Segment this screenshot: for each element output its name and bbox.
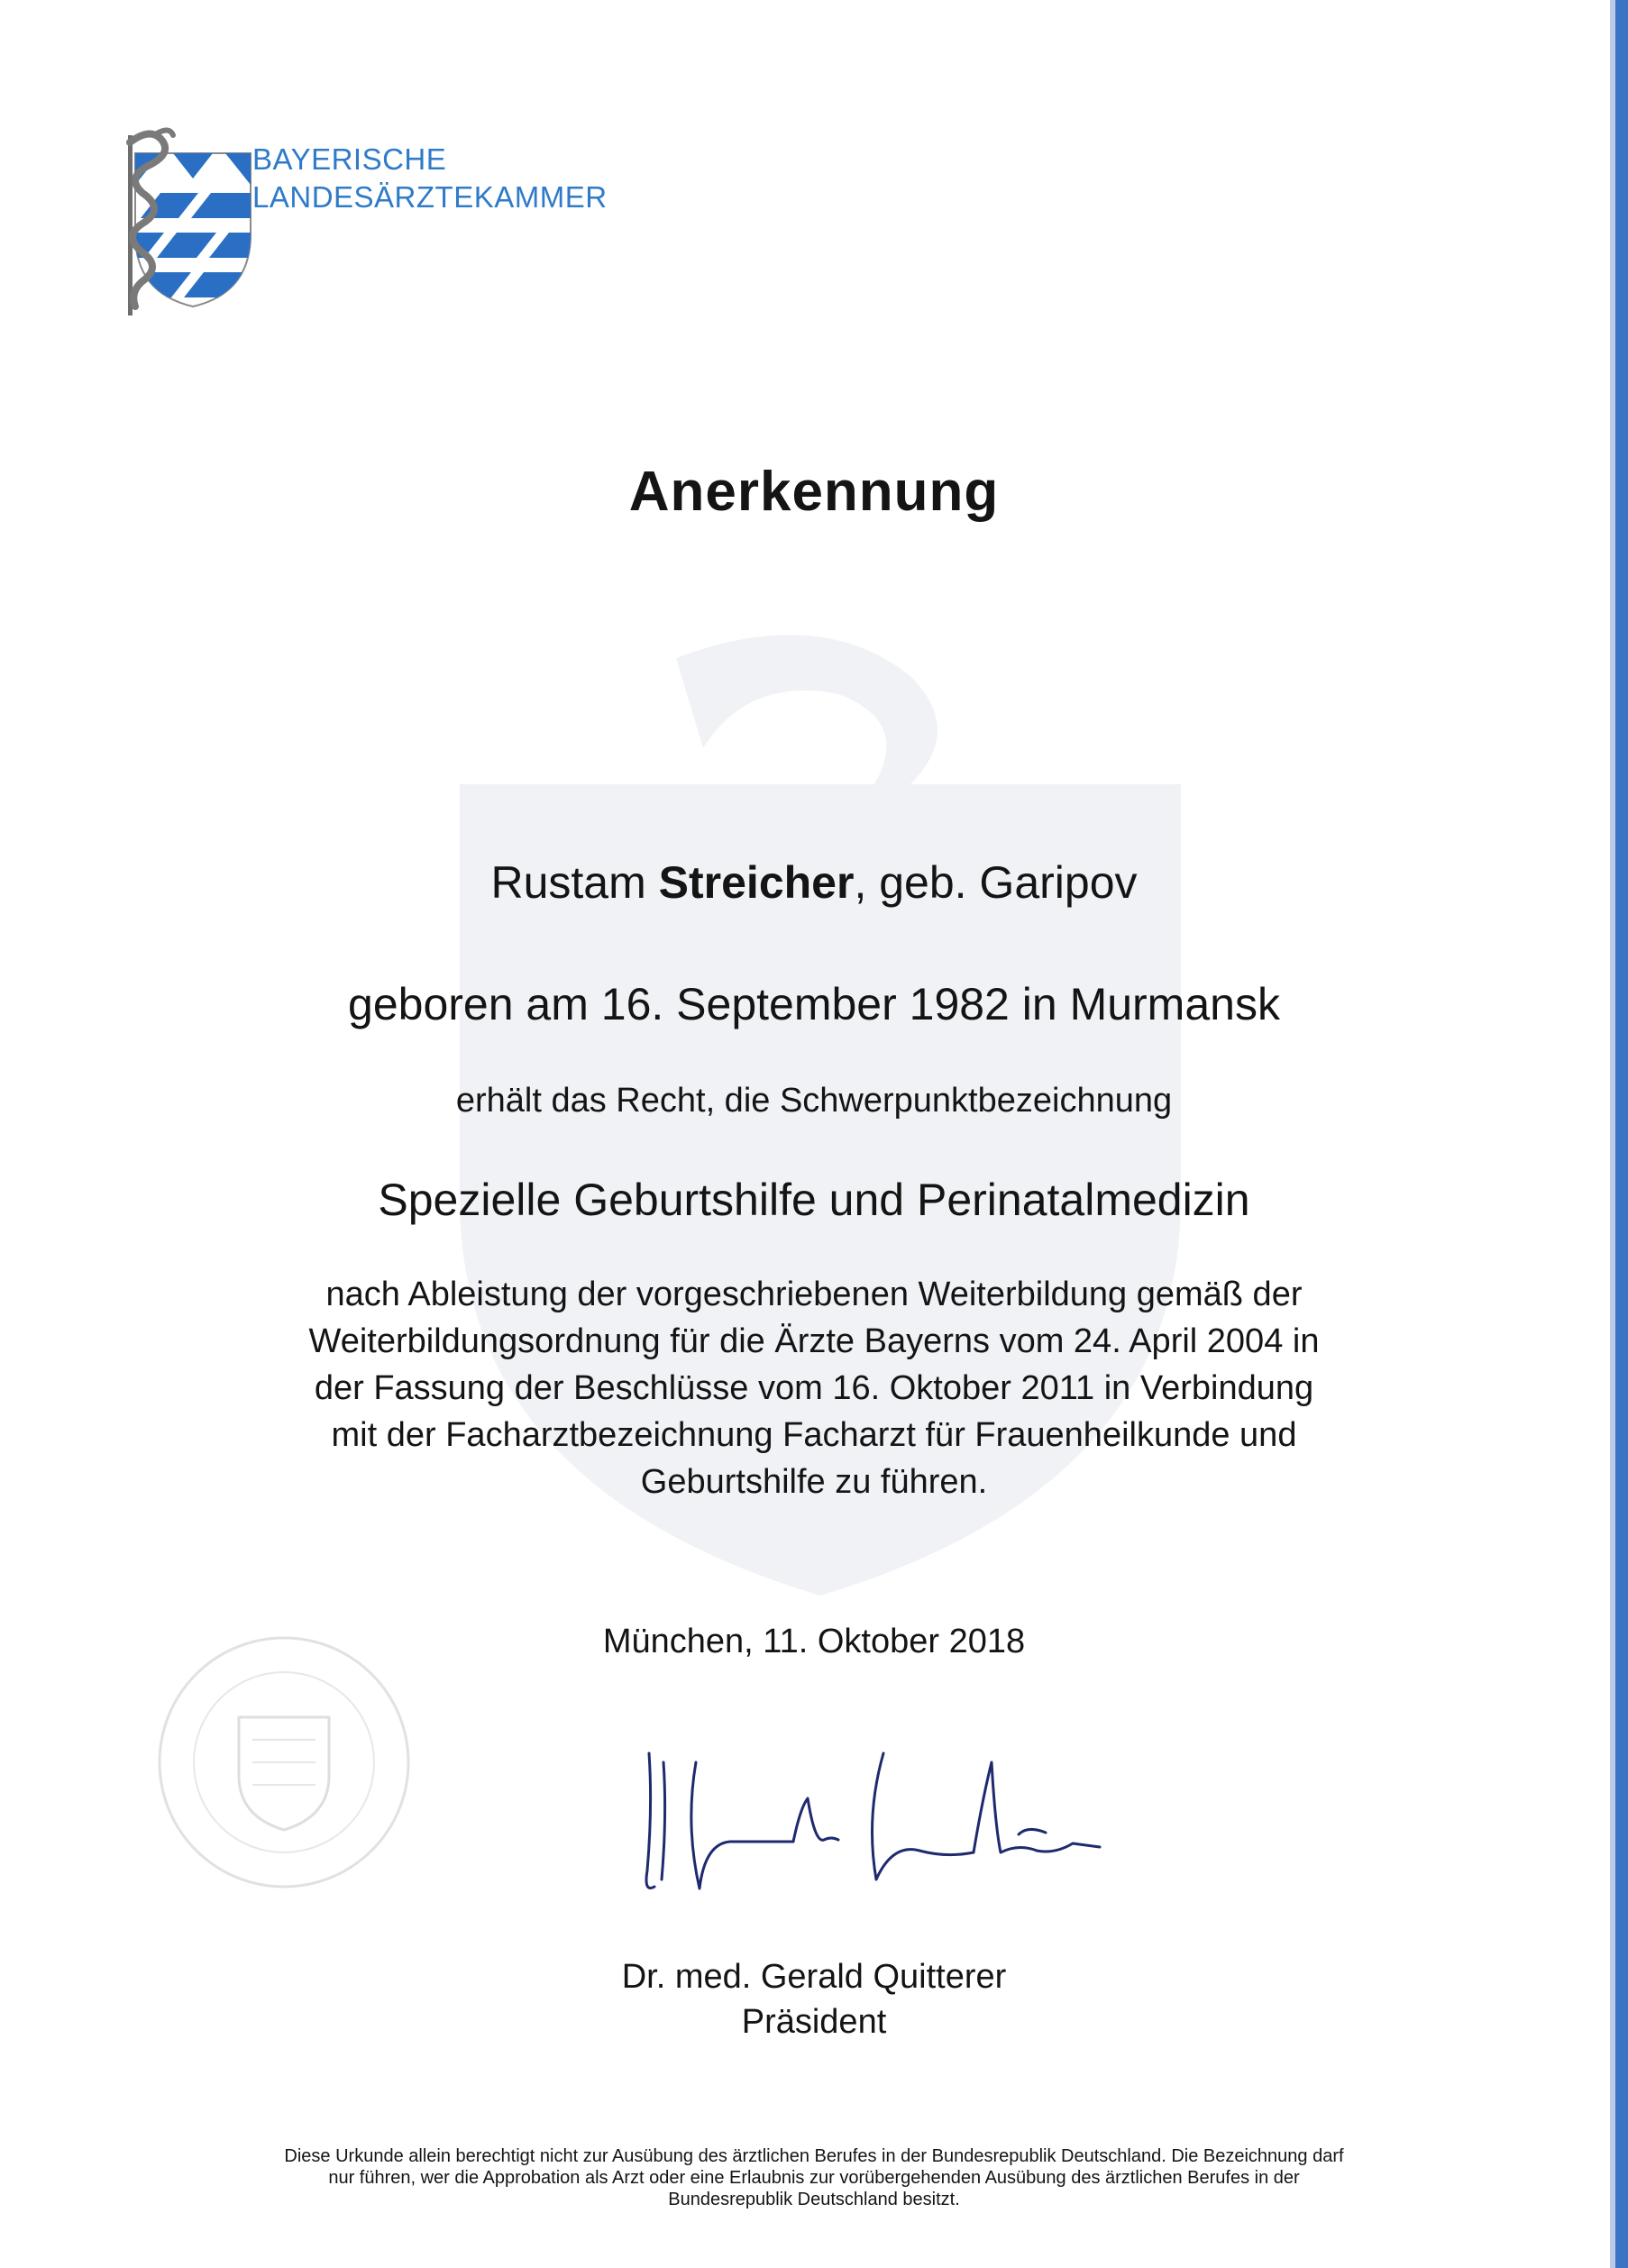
certificate-title: Anerkennung <box>628 461 1000 523</box>
logo-text <box>252 141 608 216</box>
right-intro: erhält das Recht, die Schwerpunktbezeichnung <box>455 1082 1173 1120</box>
body-line: Weiterbildungsordnung für die Ärzte Bayerns vom 24. April 2004 in <box>308 1322 1320 1360</box>
certificate-body <box>180 1271 1448 1505</box>
logo <box>115 117 620 316</box>
body-line: nach Ableistung der vorgeschriebenen Weiterbildung gemäß der <box>325 1276 1303 1313</box>
signature-icon <box>622 1735 1127 1907</box>
place-date: München, 11. Oktober 2018 <box>602 1623 1026 1660</box>
scan-edge-blue <box>1615 0 1628 2268</box>
footer-line: nur führen, wer die Approbation als Arzt oder eine Erlaubnis zur vorübergehenden Ausübung des ärztlichen Berufes in der <box>328 2168 1300 2188</box>
specialty-name: Spezielle Geburtshilfe und Perinatalmedizin <box>378 1175 1250 1225</box>
recipient-last-name: Streicher <box>658 857 855 908</box>
logo-line-1: BAYERISCHE <box>252 142 447 176</box>
recipient-first-name: Rustam <box>490 857 646 908</box>
body-line: der Fassung der Beschlüsse vom 16. Oktober 2011 in Verbindung <box>314 1369 1314 1407</box>
body-line: mit der Facharztbezeichnung Facharzt für Frauenheilkunde und <box>331 1416 1297 1454</box>
body-line: Geburtshilfe zu führen. <box>640 1463 988 1501</box>
recipient-name <box>0 856 1628 909</box>
logo-line-2: LANDESÄRZTEKAMMER <box>252 180 608 214</box>
signer-block <box>0 1954 1628 2044</box>
embossed-seal-icon <box>153 1632 415 1893</box>
footer-line: Bundesrepublik Deutschland besitzt. <box>668 2190 960 2209</box>
signer-name: Dr. med. Gerald Quitterer <box>621 1958 1007 1996</box>
recipient-birth-name: , geb. Garipov <box>854 857 1138 908</box>
signer-title: Präsident <box>741 2003 887 2041</box>
birth-line: geboren am 16. September 1982 in Murmansk <box>348 979 1280 1029</box>
footer-disclaimer <box>135 2145 1493 2210</box>
aesculapian-shield-icon <box>115 117 260 316</box>
footer-line: Diese Urkunde allein berechtigt nicht zur Ausübung des ärztlichen Berufes in der Bundesrepublik Deutschland. Die Bezeichnung darf <box>284 2146 1344 2166</box>
